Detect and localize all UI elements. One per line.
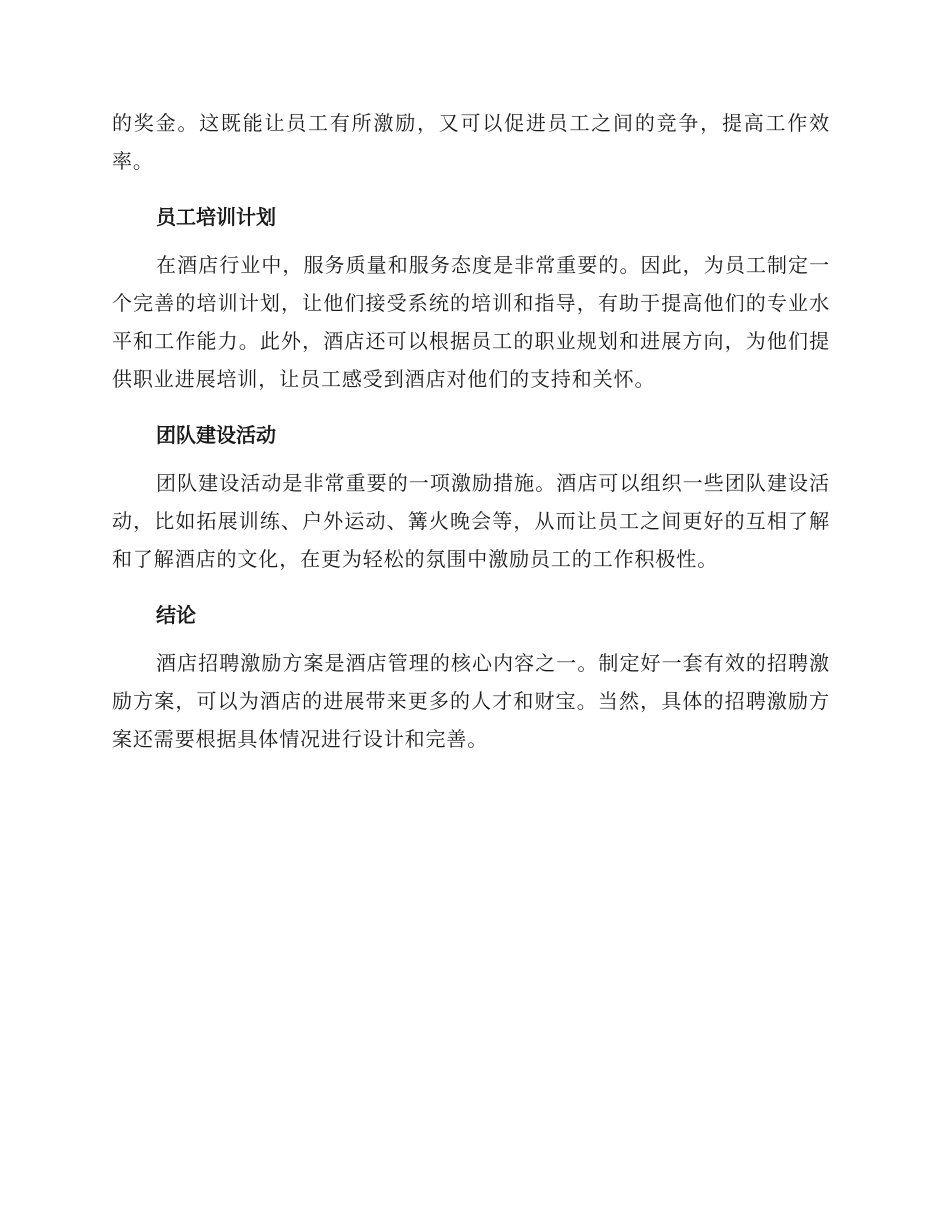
section-heading-training: 员工培训计划: [156, 205, 276, 229]
spacer: [112, 454, 830, 464]
section-heading-team-building: 团队建设活动: [156, 423, 276, 447]
spacer: [112, 634, 830, 644]
spacer: [112, 236, 830, 246]
document-page: [112, 104, 830, 758]
section-body-conclusion: 酒店招聘激励方案是酒店管理的核心内容之一。制定好一套有效的招聘激励方案，可以为酒店的进展带来更多的人才和财宝。当然，具体的招聘激励方案还需要根据具体情况进行设计和完善。: [112, 651, 830, 751]
spacer: [112, 578, 830, 596]
section-body-team-building: 团队建设活动是非常重要的一项激励措施。酒店可以组织一些团队建设活动，比如拓展训练、户外运动、篝火晚会等，从而让员工之间更好的互相了解和了解酒店的文化，在更为轻松的氛围中激励员工的工作积极性。: [112, 471, 830, 571]
intro-paragraph-tail: 的奖金。这既能让员工有所激励，又可以促进员工之间的竞争，提高工作效率。: [112, 111, 830, 173]
section-heading-conclusion: 结论: [156, 603, 196, 627]
spacer: [112, 180, 830, 198]
section-body-training: 在酒店行业中，服务质量和服务态度是非常重要的。因此，为员工制定一个完善的培训计划，让他们接受系统的培训和指导，有助于提高他们的专业水平和工作能力。此外，酒店还可以根据员工的职业规划和进展方向，为他们提供职业进展培训，让员工感受到酒店对他们的支持和关怀。: [112, 253, 830, 391]
spacer: [112, 398, 830, 416]
